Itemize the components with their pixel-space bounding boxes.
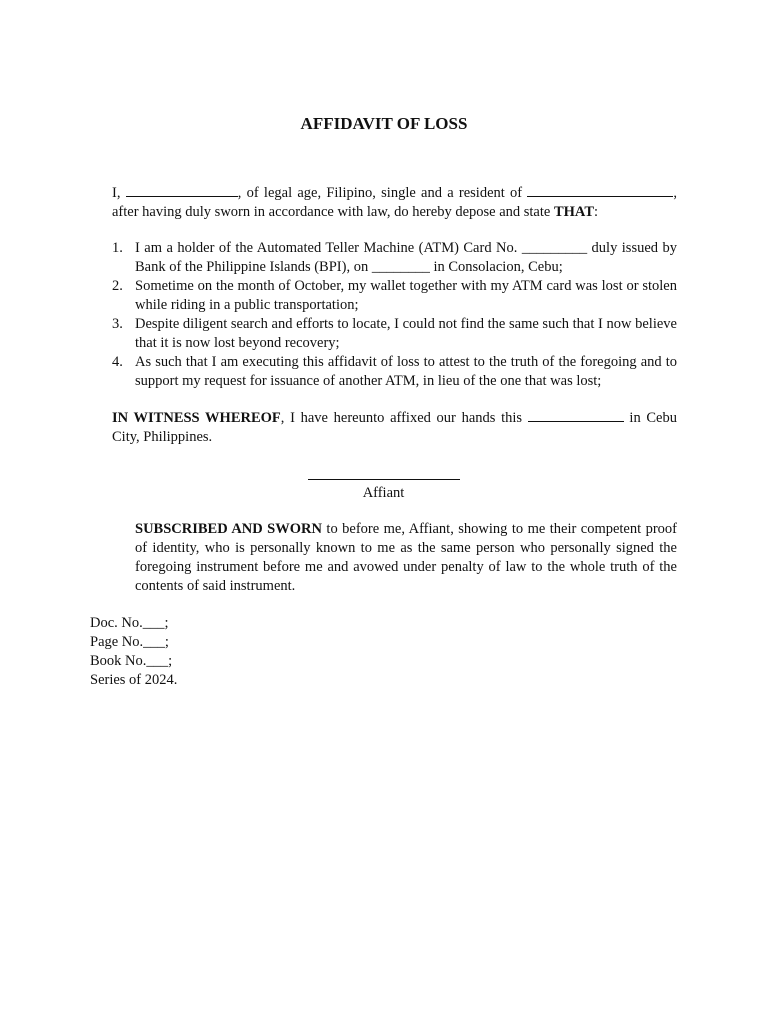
witness-paragraph [90,408,677,447]
list-item-text: As such that I am executing this affidavit of loss to attest to the truth of the foregoing and to support my request for issuance of another ATM, in lieu of the one that was lost; [135,354,677,389]
witness-text: , I have hereunto affixed our hands this [280,410,523,426]
list-item [90,353,677,391]
intro-mid: , of legal age, Filipino, single and a resident of [237,185,523,201]
intro-paragraph [90,183,677,222]
list-item-text: Sometime on the month of October, my wallet together with my ATM card was lost or stolen while riding in a public transportation; [135,278,677,313]
list-item-number: 2. [112,278,123,294]
jurat-text: to before me, Affiant, showing to me their competent proof of identity, who is personally known to me as the same person who personally signed the foregoing instrument before me and avowed under penalty of law to the whole truth of the contents of said instrument. [135,521,677,594]
page-number: Page No.___; [90,634,169,650]
notarial-register [90,614,677,690]
witness-heading: IN WITNESS WHEREOF [112,410,281,426]
intro-that: THAT [553,204,594,220]
book-number: Book No.___; [90,653,173,669]
witness-post: in Cebu City, Philippines. [112,410,677,445]
statement-list [90,239,677,391]
intro-pre: I, [112,185,121,201]
intro-comma: , [673,185,677,201]
list-item-number: 4. [112,354,123,370]
list-item-text: Despite diligent search and efforts to locate, I could not find the same such that I now believe that it is now lost beyond recovery; [135,316,677,351]
date-blank [528,408,624,422]
affiant-label: Affiant [362,485,405,501]
list-item-text: I am a holder of the Automated Teller Machine (ATM) Card No. _________ duly issued by Bank of the Philippine Islands (BPI), on ________ in Consolacion, Cebu; [135,240,677,275]
list-item [90,315,677,353]
residence-blank [527,183,673,197]
list-item-number: 3. [112,316,123,332]
intro-post: after having duly sworn in accordance with law, do hereby depose and state [112,204,551,220]
list-item-number: 1. [112,240,123,256]
name-blank [126,183,238,197]
list-item [90,277,677,315]
document-title: AFFIDAVIT OF LOSS [300,114,468,133]
doc-number: Doc. No.___; [90,615,169,631]
jurat-heading: SUBSCRIBED AND SWORN [135,521,322,537]
series-year: Series of 2024. [90,672,178,688]
intro-colon: : [594,204,599,220]
signature-line [308,479,460,480]
list-item [90,239,677,277]
jurat-paragraph [90,520,677,596]
